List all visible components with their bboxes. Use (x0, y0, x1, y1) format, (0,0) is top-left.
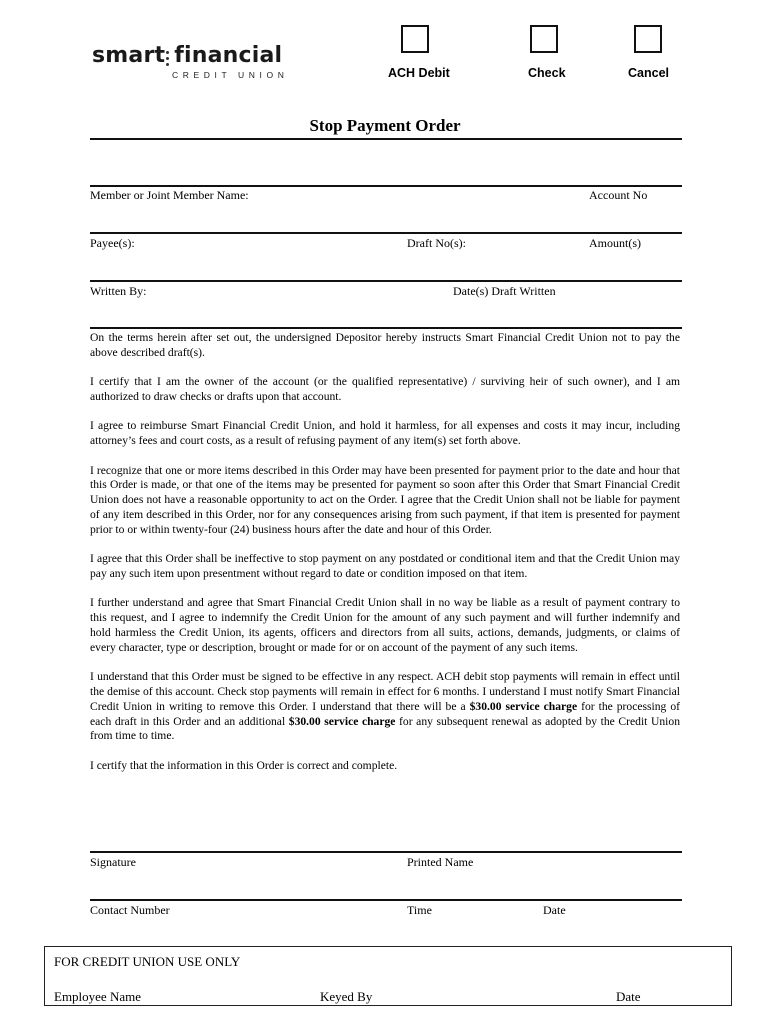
printed-name-label: Printed Name (407, 855, 474, 869)
logo-word-smart: smart (92, 43, 166, 68)
terms-text (90, 331, 680, 788)
terms-paragraph: I agree that this Order shall be ineffective to stop payment on any postdated or conditional item and that the Credit Union may pay any such item upon presentment without regard to date or condition imposed on that item. (90, 552, 680, 580)
terms-paragraph: I agree to reimburse Smart Financial Credit Union, and hold it harmless, for all expenses and costs it may incur, including attorney’s fees and court costs, as a result of refusing payment of any item(s) set forth above. (90, 419, 680, 448)
contact-number-label: Contact Number (90, 903, 170, 917)
terms-paragraph: I certify that the information in this Order is correct and complete. (90, 758, 398, 772)
cu-date-label: Date (616, 989, 641, 1004)
cancel-label: Cancel (628, 66, 669, 80)
employee-name-label: Employee Name (54, 989, 141, 1004)
logo-wordmark (92, 44, 282, 68)
terms-divider (90, 327, 682, 329)
written-by-line[interactable] (90, 280, 682, 282)
fee-text: for the processing of each draft in this Order and an additional (90, 699, 680, 728)
account-no-label: Account No (589, 188, 648, 202)
terms-paragraph-fees (90, 670, 680, 744)
logo-subtitle: CREDIT UNION (172, 70, 289, 80)
service-charge-text: $30.00 service charge (288, 714, 396, 728)
member-name-line[interactable] (90, 185, 682, 187)
member-name-label: Member or Joint Member Name: (90, 188, 249, 202)
fee-text: I understand that this Order must be signed to be effective in any respect. ACH debit stop payments will remain in effect until the demise of this account. Check stop payments will remain in effect for 6 months. I understand I must notify Smart Financial Credit Union in writing to remove this Order. I understand that there will be a (90, 670, 680, 713)
terms-paragraph: On the terms herein after set out, the undersigned Depositor hereby instructs Smart Financial Credit Union not to pay the above described draft(s). (90, 331, 680, 359)
credit-union-use-box (44, 946, 732, 1006)
page-title: Stop Payment Order (309, 116, 461, 135)
payee-line[interactable] (90, 232, 682, 234)
draft-nos-label: Draft No(s): (407, 236, 466, 250)
signature-line[interactable] (90, 851, 682, 853)
check-checkbox[interactable] (530, 25, 558, 53)
keyed-by-label: Keyed By (320, 989, 373, 1004)
written-by-label: Written By: (90, 284, 147, 298)
logo-dots-icon (166, 51, 170, 69)
payees-label: Payee(s): (90, 236, 135, 250)
signature-label: Signature (90, 855, 136, 869)
logo-word-financial: financial (174, 43, 283, 68)
amounts-label: Amount(s) (589, 236, 641, 250)
terms-paragraph: I certify that I am the owner of the account (or the qualified representative) / surviving heir of such owner), and I am authorized to draw checks or drafts upon that account. (90, 375, 680, 403)
date-label: Date (543, 903, 566, 917)
fee-text: for any subsequent renewal as adopted by the Credit Union from time to time. (90, 714, 680, 743)
cancel-checkbox[interactable] (634, 25, 662, 53)
smart-financial-logo (92, 43, 289, 80)
ach-debit-label: ACH Debit (388, 66, 450, 80)
terms-paragraph: I recognize that one or more items described in this Order may have been presented for payment prior to the date and hour that this Order is made, or that one of the items may be presented for payment so soon after this Order that Smart Financial Credit Union does not have a reasonable opportunity to act on the Order. I agree that the Credit Union shall not be liable for payment of any item described in this Order, nor for any consequences arising from such payment, if that item is presented for payment prior to or within twenty-four (24) business hours after the date and hour of this Order. (90, 463, 680, 536)
title-divider (90, 138, 682, 140)
ach-debit-checkbox[interactable] (401, 25, 429, 53)
credit-union-use-heading: FOR CREDIT UNION USE ONLY (54, 954, 241, 969)
check-label: Check (528, 66, 566, 80)
service-charge-text: $30.00 service charge (469, 699, 578, 713)
terms-paragraph: I further understand and agree that Smart Financial Credit Union shall in no way be liable as a result of payment contrary to this request, and I agree to indemnify the Credit Union for the amount of any such payment and will further indemnify and hold harmless the Credit Union, its agents, officers and directors from all suits, actions, demands, judgments, or claims of every character, type or description, brought or made for or on account of the payment of any such items. (90, 596, 680, 654)
contact-line[interactable] (90, 899, 682, 901)
dates-written-label: Date(s) Draft Written (453, 284, 556, 298)
time-label: Time (407, 903, 432, 917)
